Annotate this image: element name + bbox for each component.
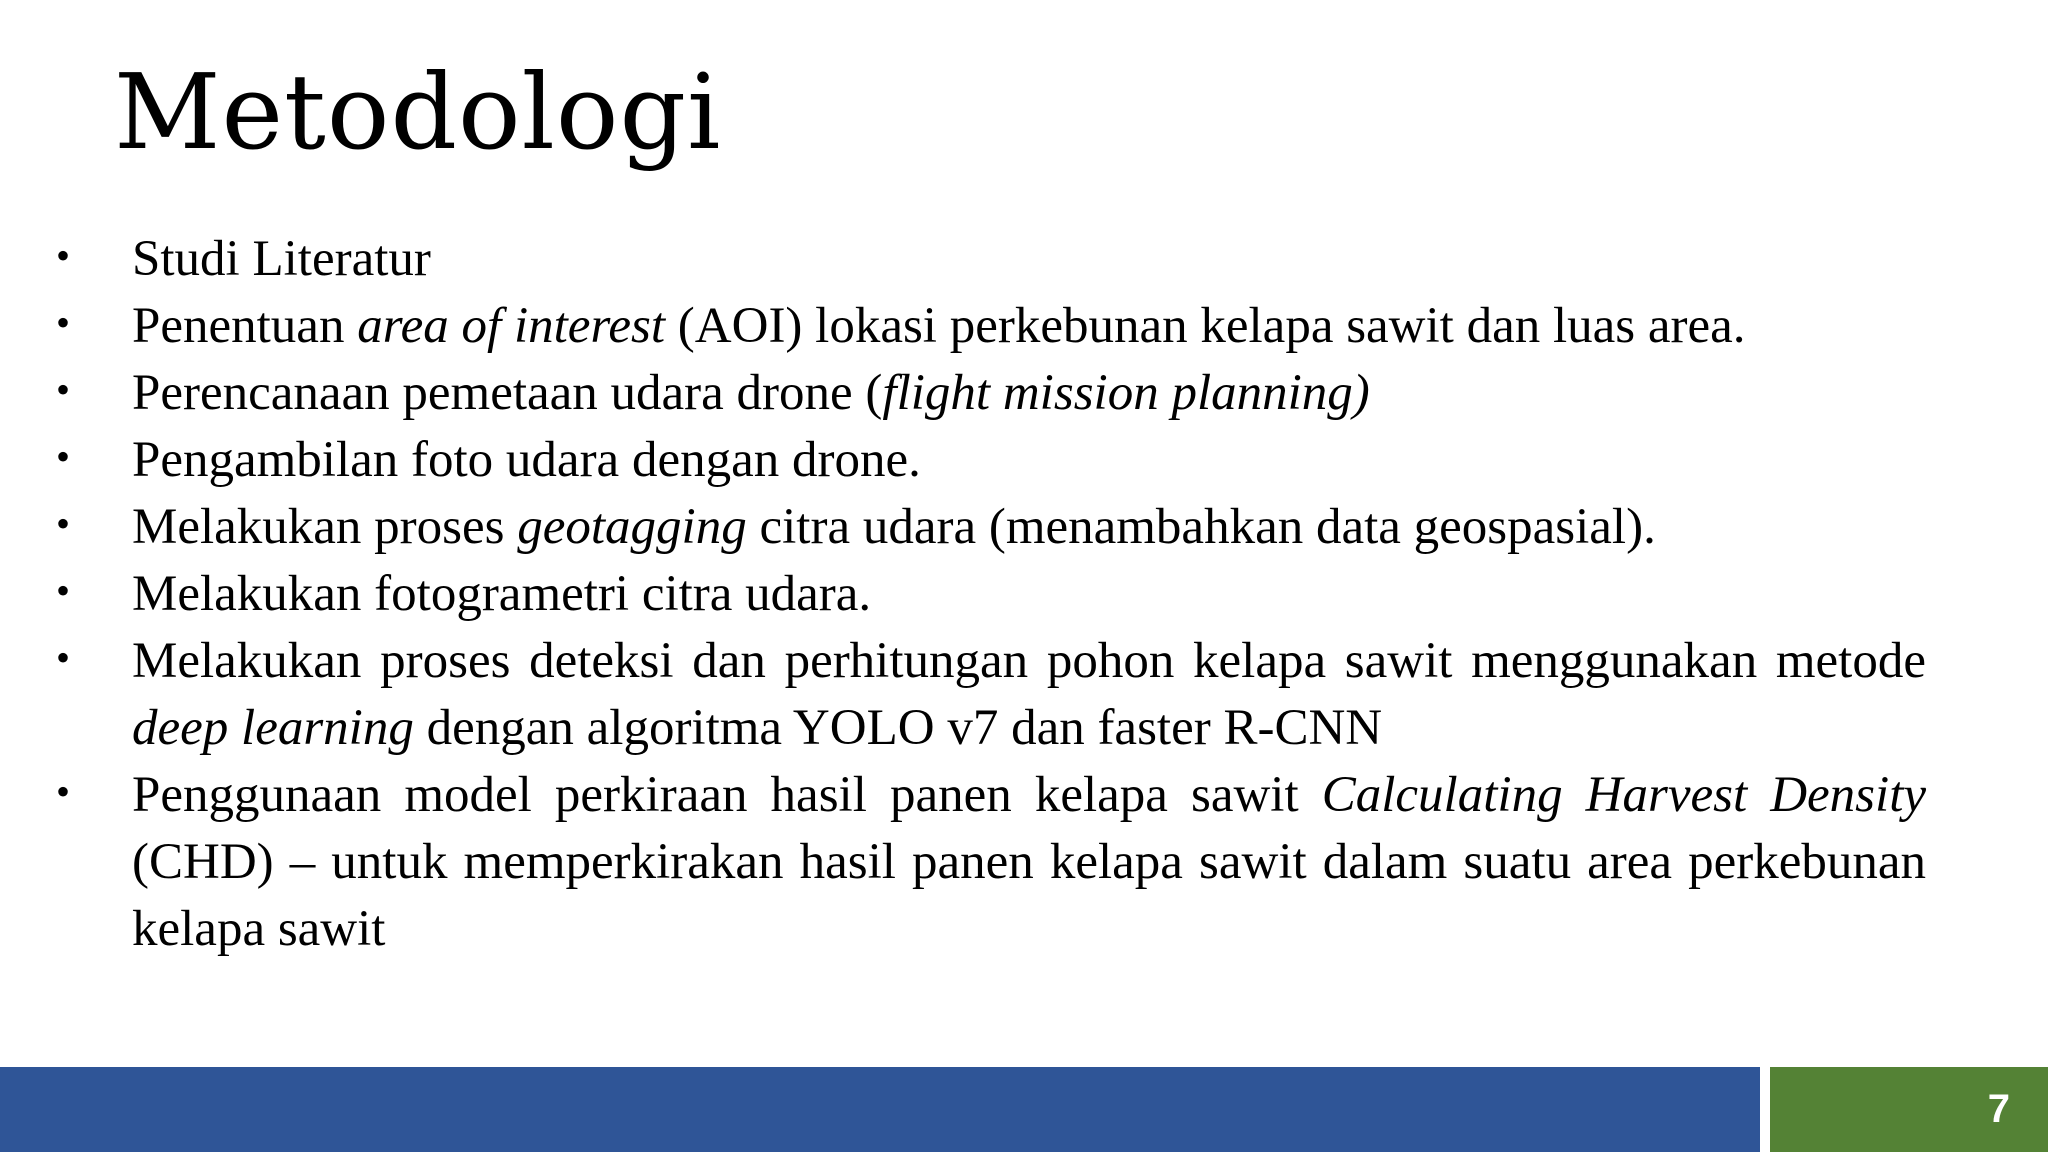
- page-number: 7: [1987, 1087, 2010, 1131]
- bullet-item: [0, 561, 2048, 628]
- bullet-text: [132, 628, 1926, 762]
- bullet-text-italic: Calculating Harvest Density: [1321, 767, 1926, 823]
- bullet-text-part: Perencanaan pemetaan udara drone (: [132, 365, 883, 421]
- bullet-dot-icon: •: [56, 367, 71, 412]
- bullet-text: [132, 427, 1926, 494]
- bullet-list: [0, 226, 2048, 963]
- bullet-text-part: Penentuan: [132, 298, 358, 354]
- bullet-text-part: dengan algoritma YOLO v7 dan faster R-CNN: [413, 700, 1383, 756]
- bullet-text-part: citra udara (menambahkan data geospasial).: [746, 499, 1656, 555]
- bullet-item: [0, 494, 2048, 561]
- page-number-box: [1770, 1067, 2048, 1152]
- bullet-dot-icon: •: [56, 769, 71, 814]
- bullet-text: [132, 226, 1926, 293]
- bullet-text-part: Melakukan fotogrametri citra udara.: [132, 566, 872, 622]
- bullet-text: [132, 494, 1926, 561]
- bullet-text-part: Penggunaan model perkiraan hasil panen kelapa sawit: [132, 767, 1322, 823]
- bullet-text-part: (CHD) – untuk memperkirakan hasil panen kelapa sawit dalam suatu area perkebunan kelapa sawit: [132, 834, 1926, 957]
- bullet-text-part: Studi Literatur: [132, 231, 431, 287]
- bullet-text: [132, 762, 1926, 963]
- footer-bar: [0, 1067, 1760, 1152]
- bullet-item: [0, 762, 2048, 963]
- bullet-dot-icon: •: [56, 635, 71, 680]
- bullet-item: [0, 427, 2048, 494]
- bullet-dot-icon: •: [56, 233, 71, 278]
- bullet-dot-icon: •: [56, 300, 71, 345]
- bullet-dot-icon: •: [56, 434, 71, 479]
- bullet-text-italic: geotagging: [517, 499, 747, 555]
- bullet-dot-icon: •: [56, 501, 71, 546]
- bullet-item: [0, 360, 2048, 427]
- slide-title: Metodologi: [114, 51, 722, 173]
- bullet-text: [132, 360, 1926, 427]
- bullet-item: [0, 293, 2048, 360]
- bullet-text-part: (AOI) lokasi perkebunan kelapa sawit dan luas area.: [665, 298, 1746, 354]
- bullet-item: [0, 628, 2048, 762]
- bullet-item: [0, 226, 2048, 293]
- bullet-text-italic: area of interest: [357, 298, 666, 354]
- bullet-text-italic: flight mission planning): [882, 365, 1370, 421]
- bullet-text: [132, 561, 1926, 628]
- bullet-text: [132, 293, 1926, 360]
- bullet-dot-icon: •: [56, 568, 71, 613]
- bullet-text-part: Pengambilan foto udara dengan drone.: [132, 432, 921, 488]
- bullet-text-part: Melakukan proses deteksi dan perhitungan pohon kelapa sawit menggunakan metode: [132, 633, 1926, 689]
- bullet-text-part: Melakukan proses: [132, 499, 518, 555]
- bullet-text-italic: deep learning: [132, 700, 414, 756]
